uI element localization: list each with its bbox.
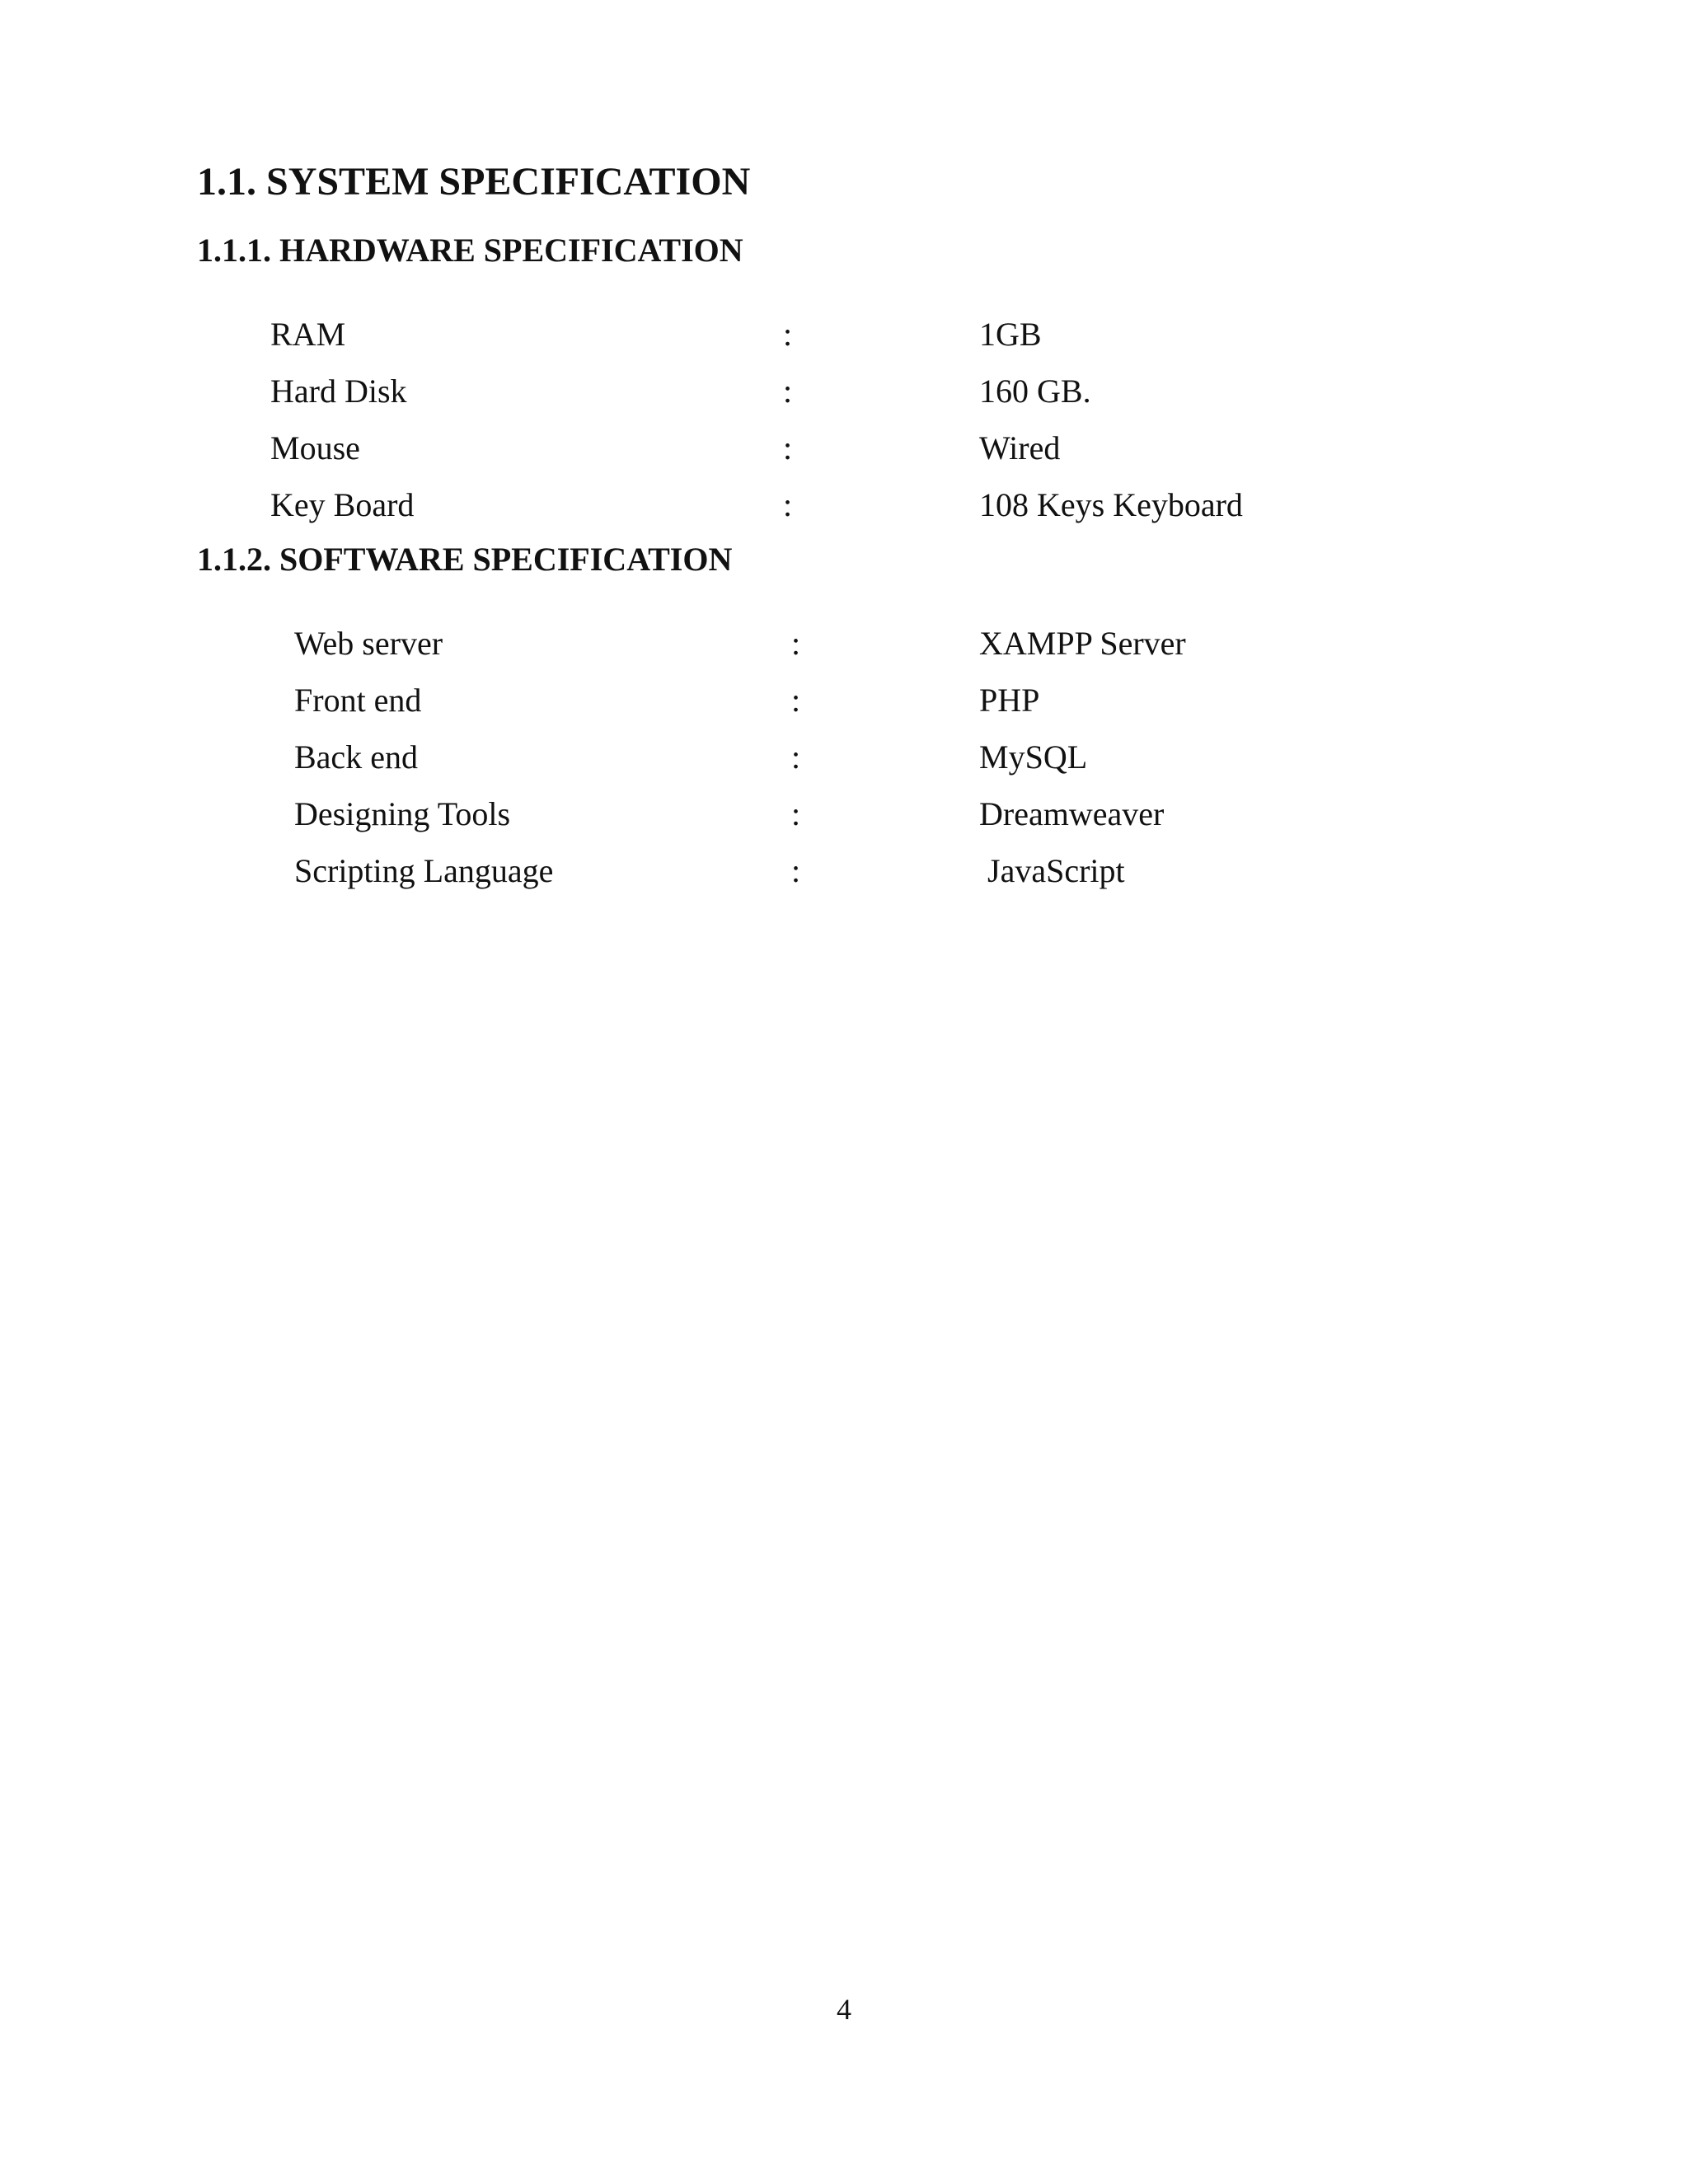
spec-separator: : bbox=[783, 429, 793, 466]
spec-separator: : bbox=[791, 738, 801, 776]
spec-separator: : bbox=[791, 682, 801, 719]
hardware-row-ram bbox=[0, 318, 1688, 358]
spec-value: 160 GB. bbox=[979, 373, 1091, 410]
spec-value: 1GB bbox=[979, 316, 1042, 353]
spec-label: RAM bbox=[270, 316, 346, 353]
software-heading: 1.1.2. SOFTWARE SPECIFICATION bbox=[197, 541, 733, 578]
spec-value: 108 Keys Keyboard bbox=[979, 486, 1243, 523]
spec-separator: : bbox=[783, 373, 793, 410]
software-row-scripting-language bbox=[0, 852, 1688, 894]
spec-separator: : bbox=[791, 795, 801, 832]
hardware-heading: 1.1.1. HARDWARE SPECIFICATION bbox=[197, 232, 743, 269]
spec-value: MySQL bbox=[979, 738, 1088, 776]
hardware-row-hard-disk bbox=[0, 375, 1688, 415]
software-row-front-end bbox=[0, 684, 1688, 724]
spec-label: Hard Disk bbox=[270, 373, 407, 410]
spec-label: Web server bbox=[294, 625, 443, 662]
spec-value: Dreamweaver bbox=[979, 795, 1165, 832]
software-row-web-server bbox=[0, 627, 1688, 667]
spec-label: Front end bbox=[294, 682, 422, 719]
page-number: 4 bbox=[837, 1993, 851, 2026]
hardware-row-mouse bbox=[0, 429, 1688, 471]
spec-label: Designing Tools bbox=[294, 795, 511, 832]
spec-label: Back end bbox=[294, 738, 418, 776]
software-row-designing-tools bbox=[0, 795, 1688, 837]
spec-value: PHP bbox=[979, 682, 1040, 719]
spec-label: Mouse bbox=[270, 429, 360, 466]
spec-value: Wired bbox=[979, 429, 1061, 466]
spec-separator: : bbox=[783, 316, 793, 353]
spec-value: JavaScript bbox=[987, 852, 1125, 889]
hardware-row-keyboard bbox=[0, 486, 1688, 528]
spec-separator: : bbox=[783, 486, 793, 523]
spec-separator: : bbox=[791, 852, 801, 889]
spec-label: Key Board bbox=[270, 486, 415, 523]
spec-value: XAMPP Server bbox=[979, 625, 1186, 662]
spec-label: Scripting Language bbox=[294, 852, 554, 889]
section-title: 1.1. SYSTEM SPECIFICATION bbox=[197, 160, 751, 204]
software-row-back-end bbox=[0, 738, 1688, 780]
spec-separator: : bbox=[791, 625, 801, 662]
